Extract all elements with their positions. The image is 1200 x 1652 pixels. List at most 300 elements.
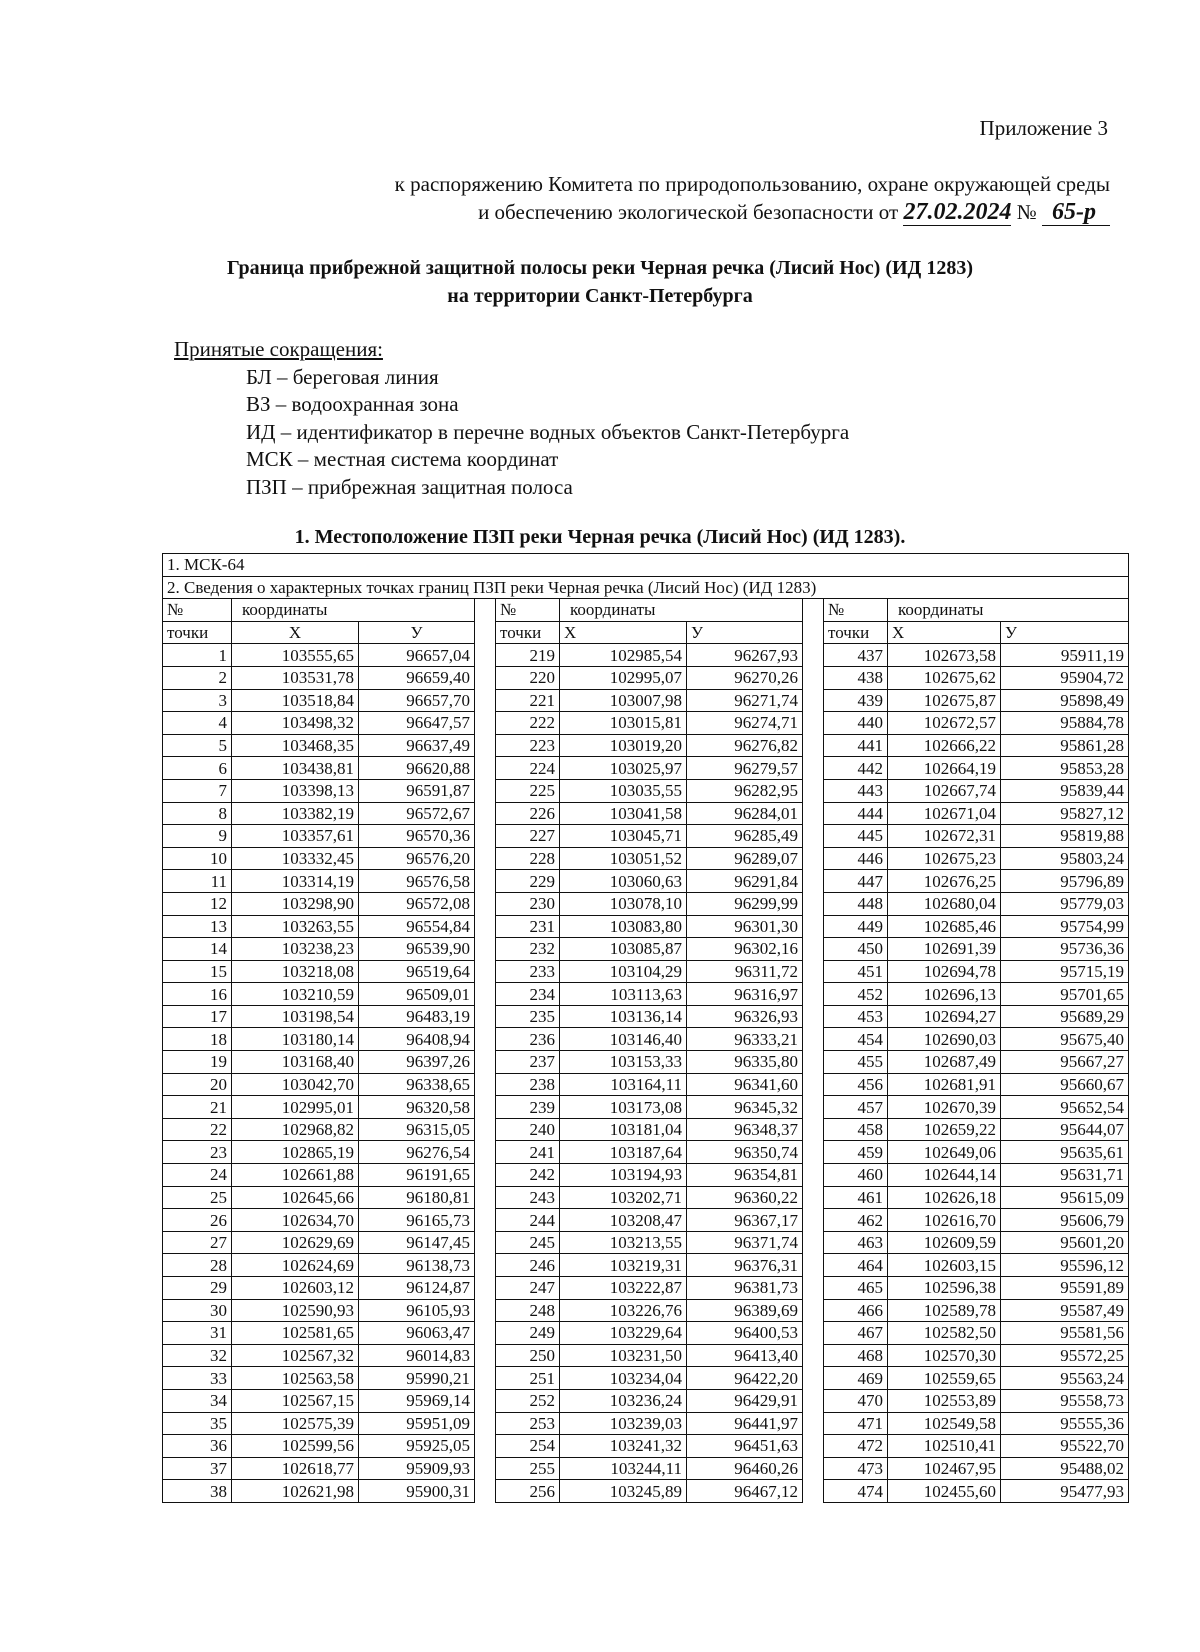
y-coordinate-cell: 96657,70 <box>359 689 475 712</box>
point-number-cell: 461 <box>824 1186 888 1209</box>
y-coordinate-cell: 96274,71 <box>687 712 803 735</box>
table-row <box>163 1164 1129 1187</box>
point-number-cell: 30 <box>163 1299 232 1322</box>
y-coordinate-cell: 95736,36 <box>1001 938 1129 961</box>
column-gap <box>475 802 496 825</box>
table-row <box>163 689 1129 712</box>
x-coordinate-cell: 102589,78 <box>888 1299 1001 1322</box>
y-coordinate-cell: 96301,30 <box>687 915 803 938</box>
y-coordinate-cell: 95606,79 <box>1001 1209 1129 1232</box>
y-coordinate-cell: 95675,40 <box>1001 1028 1129 1051</box>
y-coordinate-cell: 95615,09 <box>1001 1186 1129 1209</box>
table-row <box>163 1073 1129 1096</box>
x-coordinate-cell: 102675,87 <box>888 689 1001 712</box>
y-coordinate-cell: 95558,73 <box>1001 1389 1129 1412</box>
x-coordinate-cell: 103398,13 <box>232 779 359 802</box>
y-coordinate-cell: 96270,26 <box>687 666 803 689</box>
y-coordinate-cell: 95796,89 <box>1001 870 1129 893</box>
column-gap <box>475 1005 496 1028</box>
abbreviations-heading: Принятые сокращения: <box>174 337 383 361</box>
point-number-cell: 11 <box>163 870 232 893</box>
column-gap <box>803 1412 824 1435</box>
column-gap <box>803 779 824 802</box>
column-gap <box>475 689 496 712</box>
y-coordinate-cell: 96299,99 <box>687 892 803 915</box>
header-coordinates: координаты <box>560 599 803 622</box>
column-gap <box>803 1389 824 1412</box>
column-gap <box>475 712 496 735</box>
column-gap <box>475 1186 496 1209</box>
x-coordinate-cell: 103531,78 <box>232 666 359 689</box>
x-coordinate-cell: 102661,88 <box>232 1164 359 1187</box>
x-coordinate-cell: 102467,95 <box>888 1457 1001 1480</box>
x-coordinate-cell: 102575,39 <box>232 1412 359 1435</box>
column-gap <box>803 1231 824 1254</box>
y-coordinate-cell: 95969,14 <box>359 1389 475 1412</box>
x-coordinate-cell: 103180,14 <box>232 1028 359 1051</box>
table-row <box>163 870 1129 893</box>
x-coordinate-cell: 102603,15 <box>888 1254 1001 1277</box>
x-coordinate-cell: 103146,40 <box>560 1028 687 1051</box>
x-coordinate-cell: 102865,19 <box>232 1141 359 1164</box>
header-x: X <box>560 621 687 644</box>
y-coordinate-cell: 96063,47 <box>359 1322 475 1345</box>
point-number-cell: 7 <box>163 779 232 802</box>
y-coordinate-cell: 96467,12 <box>687 1480 803 1503</box>
y-coordinate-cell: 96311,72 <box>687 960 803 983</box>
x-coordinate-cell: 103181,04 <box>560 1118 687 1141</box>
column-gap <box>803 1299 824 1322</box>
point-number-cell: 1 <box>163 644 232 667</box>
x-coordinate-cell: 103041,58 <box>560 802 687 825</box>
x-coordinate-cell: 103078,10 <box>560 892 687 915</box>
point-number-cell: 447 <box>824 870 888 893</box>
header-no: № <box>824 599 888 622</box>
column-gap <box>475 870 496 893</box>
point-number-cell: 252 <box>496 1389 560 1412</box>
header-no: № <box>163 599 232 622</box>
table-row <box>163 1096 1129 1119</box>
table-header-row-1 <box>163 599 1129 622</box>
table-row <box>163 1322 1129 1345</box>
point-number-cell: 455 <box>824 1051 888 1074</box>
point-number-cell: 246 <box>496 1254 560 1277</box>
point-number-cell: 34 <box>163 1389 232 1412</box>
x-coordinate-cell: 102676,25 <box>888 870 1001 893</box>
x-coordinate-cell: 102634,70 <box>232 1209 359 1232</box>
x-coordinate-cell: 102553,89 <box>888 1389 1001 1412</box>
column-gap <box>475 1118 496 1141</box>
y-coordinate-cell: 96191,65 <box>359 1164 475 1187</box>
point-number-cell: 25 <box>163 1186 232 1209</box>
y-coordinate-cell: 95572,25 <box>1001 1344 1129 1367</box>
y-coordinate-cell: 96509,01 <box>359 983 475 1006</box>
point-number-cell: 453 <box>824 1005 888 1028</box>
point-number-cell: 31 <box>163 1322 232 1345</box>
x-coordinate-cell: 103194,93 <box>560 1164 687 1187</box>
point-number-cell: 23 <box>163 1141 232 1164</box>
column-gap <box>803 870 824 893</box>
column-gap <box>475 1164 496 1187</box>
point-number-cell: 445 <box>824 825 888 848</box>
table-row <box>163 1231 1129 1254</box>
x-coordinate-cell: 103202,71 <box>560 1186 687 1209</box>
point-number-cell: 33 <box>163 1367 232 1390</box>
order-number-label: № <box>1016 200 1037 224</box>
point-number-cell: 227 <box>496 825 560 848</box>
point-number-cell: 451 <box>824 960 888 983</box>
x-coordinate-cell: 102985,54 <box>560 644 687 667</box>
point-number-cell: 225 <box>496 779 560 802</box>
order-date: 27.02.2024 <box>903 199 1012 225</box>
point-number-cell: 460 <box>824 1164 888 1187</box>
y-coordinate-cell: 96124,87 <box>359 1277 475 1300</box>
point-number-cell: 234 <box>496 983 560 1006</box>
x-coordinate-cell: 103498,32 <box>232 712 359 735</box>
column-gap <box>475 1231 496 1254</box>
point-number-cell: 226 <box>496 802 560 825</box>
point-number-cell: 446 <box>824 847 888 870</box>
y-coordinate-cell: 95909,93 <box>359 1457 475 1480</box>
column-gap <box>803 1186 824 1209</box>
table-row <box>163 644 1129 667</box>
x-coordinate-cell: 103042,70 <box>232 1073 359 1096</box>
table-row <box>163 1277 1129 1300</box>
point-number-cell: 235 <box>496 1005 560 1028</box>
point-number-cell: 464 <box>824 1254 888 1277</box>
y-coordinate-cell: 96291,84 <box>687 870 803 893</box>
column-gap <box>803 689 824 712</box>
column-gap <box>475 1209 496 1232</box>
title-line-2: на территории Санкт-Петербурга <box>447 285 753 307</box>
x-coordinate-cell: 103045,71 <box>560 825 687 848</box>
x-coordinate-cell: 103213,55 <box>560 1231 687 1254</box>
column-gap <box>475 666 496 689</box>
abbreviation-item: БЛ – береговая линия <box>246 364 439 389</box>
table-row <box>163 1209 1129 1232</box>
point-number-cell: 5 <box>163 734 232 757</box>
point-number-cell: 230 <box>496 892 560 915</box>
y-coordinate-cell: 95839,44 <box>1001 779 1129 802</box>
x-coordinate-cell: 102599,56 <box>232 1435 359 1458</box>
point-number-cell: 448 <box>824 892 888 915</box>
x-coordinate-cell: 102694,27 <box>888 1005 1001 1028</box>
y-coordinate-cell: 95601,20 <box>1001 1231 1129 1254</box>
column-gap <box>475 1277 496 1300</box>
y-coordinate-cell: 96276,54 <box>359 1141 475 1164</box>
table-row <box>163 1186 1129 1209</box>
y-coordinate-cell: 96267,93 <box>687 644 803 667</box>
y-coordinate-cell: 95591,89 <box>1001 1277 1129 1300</box>
x-coordinate-cell: 102596,38 <box>888 1277 1001 1300</box>
y-coordinate-cell: 96657,04 <box>359 644 475 667</box>
point-number-cell: 466 <box>824 1299 888 1322</box>
x-coordinate-cell: 102685,46 <box>888 915 1001 938</box>
point-number-cell: 222 <box>496 712 560 735</box>
table-row <box>163 1412 1129 1435</box>
x-coordinate-cell: 102645,66 <box>232 1186 359 1209</box>
column-gap <box>803 1005 824 1028</box>
y-coordinate-cell: 96376,31 <box>687 1254 803 1277</box>
column-gap <box>803 1209 824 1232</box>
header-y: У <box>359 621 475 644</box>
x-coordinate-cell: 102567,15 <box>232 1389 359 1412</box>
y-coordinate-cell: 95667,27 <box>1001 1051 1129 1074</box>
y-coordinate-cell: 96138,73 <box>359 1254 475 1277</box>
x-coordinate-cell: 102664,19 <box>888 757 1001 780</box>
x-coordinate-cell: 103051,52 <box>560 847 687 870</box>
column-gap <box>475 1254 496 1277</box>
y-coordinate-cell: 95715,19 <box>1001 960 1129 983</box>
coordinates-table <box>162 553 1129 1503</box>
point-number-cell: 440 <box>824 712 888 735</box>
column-gap <box>475 960 496 983</box>
header-x: X <box>232 621 359 644</box>
x-coordinate-cell: 103198,54 <box>232 1005 359 1028</box>
x-coordinate-cell: 103244,11 <box>560 1457 687 1480</box>
point-number-cell: 219 <box>496 644 560 667</box>
point-number-cell: 28 <box>163 1254 232 1277</box>
column-gap <box>475 1412 496 1435</box>
table-row-caption <box>163 576 1129 599</box>
point-number-cell: 233 <box>496 960 560 983</box>
header-no: № <box>496 599 560 622</box>
y-coordinate-cell: 95581,56 <box>1001 1322 1129 1345</box>
x-coordinate-cell: 103438,81 <box>232 757 359 780</box>
point-number-cell: 249 <box>496 1322 560 1345</box>
point-number-cell: 13 <box>163 915 232 938</box>
y-coordinate-cell: 96389,69 <box>687 1299 803 1322</box>
y-coordinate-cell: 96519,64 <box>359 960 475 983</box>
y-coordinate-cell: 96360,22 <box>687 1186 803 1209</box>
x-coordinate-cell: 102694,78 <box>888 960 1001 983</box>
y-coordinate-cell: 95563,24 <box>1001 1367 1129 1390</box>
y-coordinate-cell: 96147,45 <box>359 1231 475 1254</box>
order-number: 65-р <box>1042 199 1110 226</box>
y-coordinate-cell: 95660,67 <box>1001 1073 1129 1096</box>
x-coordinate-cell: 102995,07 <box>560 666 687 689</box>
y-coordinate-cell: 95488,02 <box>1001 1457 1129 1480</box>
point-number-cell: 238 <box>496 1073 560 1096</box>
point-number-cell: 32 <box>163 1344 232 1367</box>
table-row <box>163 1028 1129 1051</box>
table-header-row-2 <box>163 621 1129 644</box>
x-coordinate-cell: 102670,39 <box>888 1096 1001 1119</box>
x-coordinate-cell: 102609,59 <box>888 1231 1001 1254</box>
column-gap <box>475 599 496 622</box>
y-coordinate-cell: 96326,93 <box>687 1005 803 1028</box>
column-gap <box>803 644 824 667</box>
column-gap <box>475 1051 496 1074</box>
y-coordinate-cell: 96647,57 <box>359 712 475 735</box>
point-number-cell: 469 <box>824 1367 888 1390</box>
x-coordinate-cell: 103518,84 <box>232 689 359 712</box>
point-number-cell: 245 <box>496 1231 560 1254</box>
column-gap <box>803 1141 824 1164</box>
y-coordinate-cell: 96333,21 <box>687 1028 803 1051</box>
x-coordinate-cell: 103210,59 <box>232 983 359 1006</box>
point-number-cell: 465 <box>824 1277 888 1300</box>
table-row <box>163 757 1129 780</box>
point-number-cell: 444 <box>824 802 888 825</box>
y-coordinate-cell: 95819,88 <box>1001 825 1129 848</box>
x-coordinate-cell: 103239,03 <box>560 1412 687 1435</box>
x-coordinate-cell: 103153,33 <box>560 1051 687 1074</box>
order-line-1: к распоряжению Комитета по природопользованию, охране окружающей среды <box>394 172 1110 196</box>
x-coordinate-cell: 103226,76 <box>560 1299 687 1322</box>
column-gap <box>803 712 824 735</box>
y-coordinate-cell: 96105,93 <box>359 1299 475 1322</box>
point-number-cell: 467 <box>824 1322 888 1345</box>
x-coordinate-cell: 102567,32 <box>232 1344 359 1367</box>
point-number-cell: 437 <box>824 644 888 667</box>
x-coordinate-cell: 103222,87 <box>560 1277 687 1300</box>
table-row <box>163 1051 1129 1074</box>
x-coordinate-cell: 103382,19 <box>232 802 359 825</box>
y-coordinate-cell: 96285,49 <box>687 825 803 848</box>
column-gap <box>803 983 824 1006</box>
y-coordinate-cell: 96345,32 <box>687 1096 803 1119</box>
x-coordinate-cell: 103314,19 <box>232 870 359 893</box>
column-gap <box>803 892 824 915</box>
y-coordinate-cell: 96335,80 <box>687 1051 803 1074</box>
x-coordinate-cell: 103219,31 <box>560 1254 687 1277</box>
table-row <box>163 1480 1129 1503</box>
x-coordinate-cell: 102691,39 <box>888 938 1001 961</box>
table-row <box>163 1299 1129 1322</box>
y-coordinate-cell: 96397,26 <box>359 1051 475 1074</box>
y-coordinate-cell: 96348,37 <box>687 1118 803 1141</box>
column-gap <box>475 644 496 667</box>
x-coordinate-cell: 102681,91 <box>888 1073 1001 1096</box>
column-gap <box>803 1367 824 1390</box>
y-coordinate-cell: 96367,17 <box>687 1209 803 1232</box>
table-row <box>163 960 1129 983</box>
x-coordinate-cell: 102649,06 <box>888 1141 1001 1164</box>
y-coordinate-cell: 95853,28 <box>1001 757 1129 780</box>
table-row <box>163 1389 1129 1412</box>
column-gap <box>803 1457 824 1480</box>
y-coordinate-cell: 95951,09 <box>359 1412 475 1435</box>
table-row <box>163 1141 1129 1164</box>
column-gap <box>475 1480 496 1503</box>
point-number-cell: 232 <box>496 938 560 961</box>
point-number-cell: 439 <box>824 689 888 712</box>
column-gap <box>803 1435 824 1458</box>
x-coordinate-cell: 103007,98 <box>560 689 687 712</box>
point-number-cell: 22 <box>163 1118 232 1141</box>
x-coordinate-cell: 103060,63 <box>560 870 687 893</box>
y-coordinate-cell: 95990,21 <box>359 1367 475 1390</box>
point-number-cell: 473 <box>824 1457 888 1480</box>
y-coordinate-cell: 96539,90 <box>359 938 475 961</box>
document-title <box>0 254 1200 310</box>
x-coordinate-cell: 102549,58 <box>888 1412 1001 1435</box>
point-number-cell: 241 <box>496 1141 560 1164</box>
column-gap <box>803 915 824 938</box>
x-coordinate-cell: 103164,11 <box>560 1073 687 1096</box>
point-number-cell: 458 <box>824 1118 888 1141</box>
point-number-cell: 20 <box>163 1073 232 1096</box>
x-coordinate-cell: 103263,55 <box>232 915 359 938</box>
header-point: точки <box>824 621 888 644</box>
x-coordinate-cell: 102672,31 <box>888 825 1001 848</box>
table-row-system <box>163 554 1129 577</box>
y-coordinate-cell: 96338,65 <box>359 1073 475 1096</box>
point-number-cell: 21 <box>163 1096 232 1119</box>
section-title: 1. Местоположение ПЗП реки Черная речка (Лисий Нос) (ИД 1283). <box>294 526 906 548</box>
point-number-cell: 223 <box>496 734 560 757</box>
x-coordinate-cell: 102563,58 <box>232 1367 359 1390</box>
point-number-cell: 243 <box>496 1186 560 1209</box>
x-coordinate-cell: 103025,97 <box>560 757 687 780</box>
point-number-cell: 38 <box>163 1480 232 1503</box>
table-caption-cell: 2. Сведения о характерных точках границ ПЗП реки Черная речка (Лисий Нос) (ИД 1283) <box>163 576 1129 599</box>
point-number-cell: 37 <box>163 1457 232 1480</box>
column-gap <box>475 1435 496 1458</box>
abbreviation-item: ВЗ – водоохранная зона <box>246 392 459 416</box>
x-coordinate-cell: 102995,01 <box>232 1096 359 1119</box>
y-coordinate-cell: 96180,81 <box>359 1186 475 1209</box>
point-number-cell: 36 <box>163 1435 232 1458</box>
point-number-cell: 255 <box>496 1457 560 1480</box>
column-gap <box>803 847 824 870</box>
point-number-cell: 228 <box>496 847 560 870</box>
column-gap <box>803 734 824 757</box>
y-coordinate-cell: 96576,58 <box>359 870 475 893</box>
abbreviation-item: МСК – местная система координат <box>246 447 559 471</box>
table-row <box>163 915 1129 938</box>
y-coordinate-cell: 95911,19 <box>1001 644 1129 667</box>
point-number-cell: 474 <box>824 1480 888 1503</box>
x-coordinate-cell: 102667,74 <box>888 779 1001 802</box>
point-number-cell: 253 <box>496 1412 560 1435</box>
y-coordinate-cell: 95861,28 <box>1001 734 1129 757</box>
column-gap <box>475 1141 496 1164</box>
abbreviation-item: ИД – идентификатор в перечне водных объектов Санкт-Петербурга <box>246 419 850 444</box>
y-coordinate-cell: 95925,05 <box>359 1435 475 1458</box>
column-gap <box>803 960 824 983</box>
column-gap <box>475 734 496 757</box>
column-gap <box>475 1344 496 1367</box>
point-number-cell: 16 <box>163 983 232 1006</box>
column-gap <box>475 983 496 1006</box>
column-gap <box>803 621 824 644</box>
x-coordinate-cell: 103015,81 <box>560 712 687 735</box>
x-coordinate-cell: 102675,62 <box>888 666 1001 689</box>
x-coordinate-cell: 102621,98 <box>232 1480 359 1503</box>
point-number-cell: 224 <box>496 757 560 780</box>
column-gap <box>803 757 824 780</box>
column-gap <box>475 1028 496 1051</box>
column-gap <box>475 1299 496 1322</box>
column-gap <box>803 1344 824 1367</box>
column-gap <box>803 1322 824 1345</box>
point-number-cell: 3 <box>163 689 232 712</box>
y-coordinate-cell: 96429,91 <box>687 1389 803 1412</box>
x-coordinate-cell: 102675,23 <box>888 847 1001 870</box>
x-coordinate-cell: 103555,65 <box>232 644 359 667</box>
coordinate-system-cell: 1. МСК-64 <box>163 554 1129 577</box>
y-coordinate-cell: 96320,58 <box>359 1096 475 1119</box>
column-gap <box>475 1096 496 1119</box>
x-coordinate-cell: 102624,69 <box>232 1254 359 1277</box>
x-coordinate-cell: 102659,22 <box>888 1118 1001 1141</box>
x-coordinate-cell: 102570,30 <box>888 1344 1001 1367</box>
x-coordinate-cell: 102455,60 <box>888 1480 1001 1503</box>
y-coordinate-cell: 96381,73 <box>687 1277 803 1300</box>
y-coordinate-cell: 96284,01 <box>687 802 803 825</box>
